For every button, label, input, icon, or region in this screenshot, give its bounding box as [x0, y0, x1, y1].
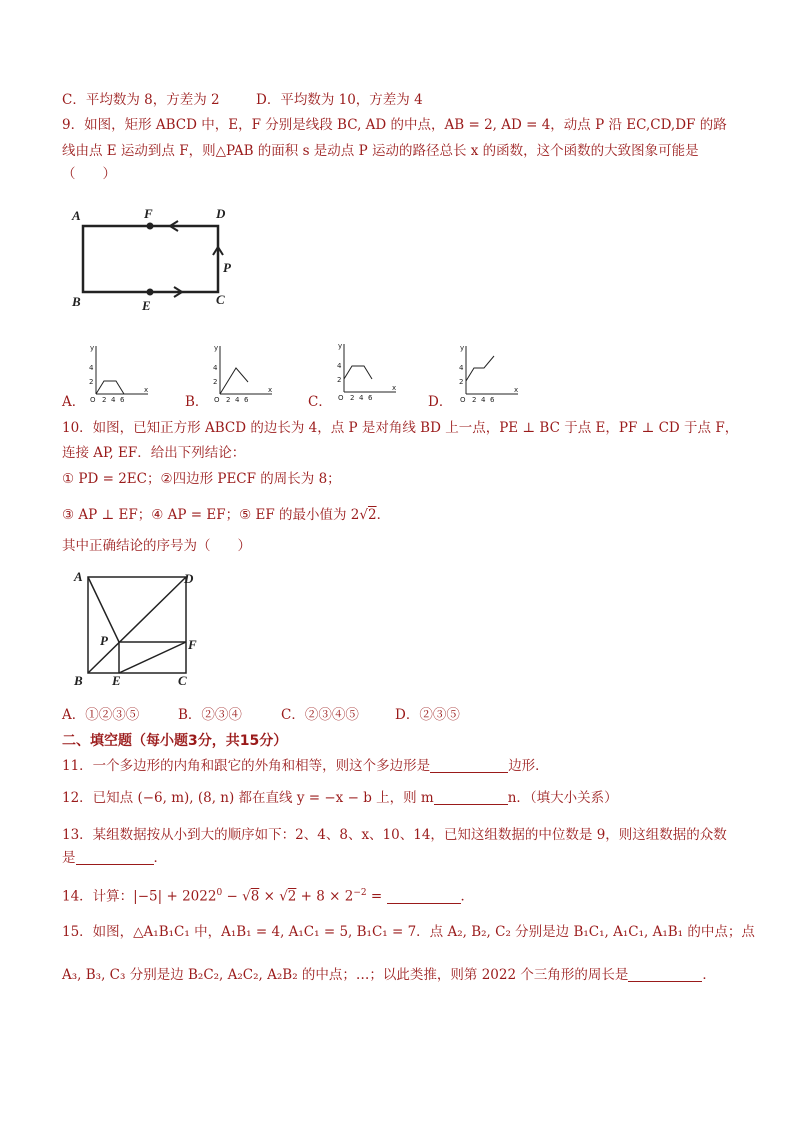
svg-text:2: 2	[459, 378, 464, 386]
svg-text:6: 6	[244, 396, 249, 404]
svg-text:6: 6	[120, 396, 125, 404]
svg-text:x: x	[392, 384, 397, 392]
svg-text:6: 6	[368, 394, 373, 402]
q14-sqrt8: 8	[250, 888, 260, 905]
q12-answer-blank[interactable]	[434, 790, 508, 805]
q9-label-a: A	[72, 208, 81, 223]
q14-times: ×	[259, 888, 280, 905]
q10-label-b: B	[74, 673, 83, 688]
svg-text:x: x	[514, 386, 519, 394]
q9-graph-b	[208, 342, 278, 404]
q10-square-figure	[68, 565, 208, 690]
svg-text:x: x	[268, 386, 273, 394]
q15-end: ．	[702, 967, 716, 983]
svg-text:4: 4	[359, 394, 364, 402]
q14-end: ．	[460, 888, 475, 905]
q15-text: A₃, B₃, C₃ 分别是边 B₂C₂, A₂C₂, A₂B₂ 的中点；…；以此类推，则第 2022 个三角形的周长是	[62, 967, 629, 983]
svg-text:y: y	[90, 344, 95, 352]
q9-label-p: P	[223, 260, 231, 275]
q10-line1: 10．如图，已知正方形 ABCD 的边长为 4，点 P 是对角线 BD 上一点，PE ⊥ BC 于点 E，PF ⊥ CD 于点 F，	[62, 420, 739, 436]
q9-graph-d	[454, 342, 524, 404]
svg-text:x: x	[144, 386, 149, 394]
svg-text:4: 4	[89, 364, 94, 372]
q13-end: ．	[153, 850, 167, 866]
section-heading: 二、填空题（每小题3分，共15分）	[62, 733, 288, 749]
q10-label-f: F	[188, 637, 197, 652]
q13-line1: 13．某组数据按从小到大的顺序如下：2、4、8、x、10、14，已知这组数据的中位数是 9，则这组数据的众数	[62, 827, 727, 843]
svg-text:2: 2	[472, 396, 477, 404]
q10-option-a: A．①②③⑤	[62, 707, 140, 723]
svg-text:4: 4	[111, 396, 116, 404]
svg-text:O: O	[214, 396, 220, 404]
q10-line5: 其中正确结论的序号为（ ）	[62, 538, 251, 554]
q9-line3: （ ）	[62, 166, 116, 182]
q9-option-b: B．	[185, 394, 209, 410]
svg-text:4: 4	[235, 396, 240, 404]
q12	[62, 788, 618, 808]
svg-text:y: y	[460, 344, 465, 352]
q12-text: 12．已知点 (−6, m), (8, n) 都在直线 y = −x − b 上，则 m	[62, 790, 434, 806]
svg-text:y: y	[338, 342, 343, 350]
svg-text:2: 2	[337, 376, 342, 384]
svg-text:2: 2	[226, 396, 231, 404]
q10-option-c: C．②③④⑤	[281, 707, 359, 723]
q14-text: 14．计算：|−5| + 2022	[62, 888, 217, 905]
q9-option-c: C．	[308, 394, 332, 410]
q10-label-p: P	[100, 633, 108, 648]
q11	[62, 756, 549, 776]
q9-graph-c	[332, 340, 402, 402]
q11-end: 边形．	[508, 758, 549, 774]
q10-sqrt-value: 2	[367, 507, 377, 523]
svg-text:2: 2	[213, 378, 218, 386]
q9-label-e: E	[142, 298, 151, 313]
q15-line2	[62, 965, 716, 985]
q9-rectangle-figure	[68, 200, 238, 315]
q10-option-d: D．②③⑤	[395, 707, 460, 723]
q11-answer-blank[interactable]	[430, 758, 508, 773]
q10-line4-end: ．	[376, 507, 391, 523]
q10-label-e: E	[112, 673, 121, 688]
svg-text:O: O	[460, 396, 466, 404]
q9-option-d: D．	[428, 394, 453, 410]
svg-text:4: 4	[337, 362, 342, 370]
q9-label-c: C	[216, 292, 225, 307]
svg-text:O: O	[90, 396, 96, 404]
q14-answer-blank[interactable]	[387, 889, 461, 904]
svg-text:y: y	[214, 344, 219, 352]
svg-text:4: 4	[481, 396, 486, 404]
q14-exp-neg2: −2	[353, 888, 367, 898]
q9-line2: 线由点 E 运动到点 F，则△PAB 的面积 s 是动点 P 运动的路径总长 x 的函数，这个函数的大致图象可能是	[62, 143, 699, 159]
q9-graph-a	[84, 342, 154, 404]
q10-line2: 连接 AP, EF．给出下列结论：	[62, 445, 246, 461]
svg-text:2: 2	[89, 378, 94, 386]
q9-line1: 9．如图，矩形 ABCD 中，E，F 分别是线段 BC, AD 的中点，AB = 2, AD = 4，动点 P 沿 EC,CD,DF 的路	[62, 117, 727, 133]
q9-label-f: F	[144, 206, 153, 221]
q15-answer-blank[interactable]	[628, 967, 702, 982]
q10-label-d: D	[184, 571, 194, 586]
q9-label-b: B	[72, 294, 81, 309]
q8-option-d: D．平均数为 10，方差为 4	[256, 92, 423, 108]
q14-equals: =	[366, 888, 387, 905]
q10-line4-text: ③ AP ⊥ EF；④ AP = EF；⑤ EF 的最小值为 2	[62, 507, 360, 523]
q10-line3: ① PD = 2EC；②四边形 PECF 的周长为 8；	[62, 471, 341, 487]
sqrt-symbol: √	[242, 888, 251, 905]
q9-option-a: A．	[62, 394, 86, 410]
svg-text:4: 4	[459, 364, 464, 372]
q14-exp0: 0	[216, 888, 223, 898]
q10-label-a: A	[74, 569, 83, 584]
q13-answer-blank[interactable]	[76, 850, 154, 865]
q8-option-c: C．平均数为 8，方差为 2	[62, 92, 220, 108]
q10-label-c: C	[178, 673, 187, 688]
q10-option-b: B．②③④	[178, 707, 242, 723]
svg-text:6: 6	[490, 396, 495, 404]
q12-end: n．（填大小关系）	[507, 790, 618, 806]
sqrt-symbol: √	[279, 888, 288, 905]
sqrt-symbol: √	[359, 507, 368, 523]
svg-text:O: O	[338, 394, 344, 402]
q14-minus: −	[222, 888, 243, 905]
q9-label-d: D	[216, 206, 226, 221]
q14	[62, 883, 474, 907]
q14-plus: + 8 × 2	[296, 888, 354, 905]
svg-text:2: 2	[350, 394, 355, 402]
q10-line4	[62, 505, 390, 525]
svg-text:2: 2	[102, 396, 107, 404]
svg-text:4: 4	[213, 364, 218, 372]
q11-text: 11．一个多边形的内角和跟它的外角和相等，则这个多边形是	[62, 758, 431, 774]
q13-line2	[62, 848, 167, 868]
q14-sqrt2: 2	[287, 888, 297, 905]
q15-line1: 15．如图，△A₁B₁C₁ 中，A₁B₁ = 4, A₁C₁ = 5, B₁C₁ = 7．点 A₂, B₂, C₂ 分别是边 B₁C₁, A₁C₁, A₁B₁ 的中点；点	[62, 924, 755, 940]
q13-text: 是	[62, 850, 76, 866]
